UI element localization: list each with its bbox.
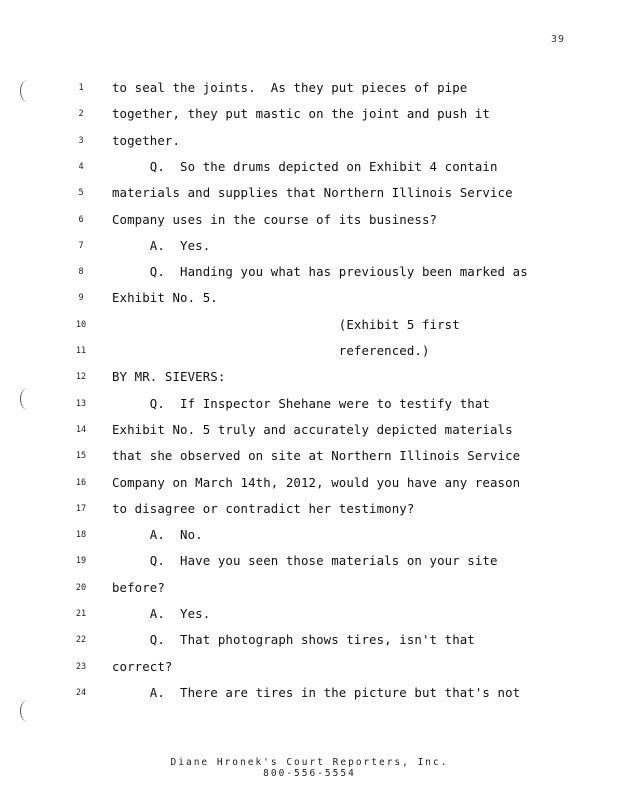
transcript-line [0, 447, 619, 465]
transcript-line [0, 421, 619, 439]
line-text: BY MR. SIEVERS: [112, 369, 226, 385]
line-number: 10 [75, 319, 87, 330]
line-number: 5 [78, 188, 84, 199]
line-text: together. [112, 132, 181, 148]
line-number: 24 [75, 687, 87, 698]
transcript-line [0, 158, 619, 176]
transcript-line [0, 316, 619, 334]
line-text: A. No. [112, 527, 203, 543]
line-text: Q. Have you seen those materials on your site [112, 553, 498, 569]
line-text: to seal the joints. As they put pieces of pipe [112, 80, 468, 95]
transcript-line [0, 368, 619, 386]
line-number: 23 [75, 661, 87, 672]
line-text: Q. That photograph shows tires, isn't that [112, 632, 475, 648]
line-text: Company uses in the course of its business? [112, 211, 438, 227]
line-text: Q. Handing you what has previously been marked as [112, 264, 528, 280]
transcript-line [0, 79, 619, 97]
transcript-line [0, 500, 619, 518]
transcript-line [0, 289, 619, 307]
line-text: correct? [112, 658, 173, 674]
line-text: together, they put mastic on the joint and push it [112, 106, 490, 122]
transcript-line [0, 658, 619, 676]
transcript-line [0, 526, 619, 544]
transcript-line [0, 211, 619, 229]
transcript-line [0, 184, 619, 202]
line-number: 18 [75, 530, 87, 541]
line-number: 2 [78, 109, 84, 120]
footer-company: Diane Hronek's Court Reporters, Inc. [170, 757, 449, 768]
line-text: A. Yes. [112, 606, 211, 621]
line-number: 6 [78, 214, 84, 225]
transcript-line [0, 631, 619, 649]
binder-hole-bottom [20, 700, 35, 722]
footer-phone: 800-556-5554 [263, 768, 356, 779]
transcript-line [0, 579, 619, 597]
line-text: Exhibit No. 5. [112, 290, 218, 306]
transcript-line [0, 342, 619, 360]
line-text: A. There are tires in the picture but that's not [112, 684, 521, 700]
line-text: A. Yes. [112, 237, 211, 253]
line-text: (Exhibit 5 first [112, 316, 460, 332]
line-number: 21 [75, 609, 87, 619]
line-text: Exhibit No. 5 truly and accurately depicted materials [112, 421, 513, 437]
transcript-line [0, 132, 619, 150]
line-number: 15 [75, 451, 87, 462]
line-text: before? [112, 579, 165, 595]
transcript-line [0, 237, 619, 255]
line-number: 8 [78, 267, 84, 278]
line-number: 12 [75, 372, 87, 383]
transcript-line [0, 684, 619, 702]
line-number: 14 [75, 424, 87, 435]
line-text: Q. If Inspector Shehane were to testify that [112, 395, 490, 411]
line-number: 1 [78, 83, 84, 93]
line-number: 9 [78, 293, 84, 304]
transcript-line [0, 395, 619, 413]
line-number: 20 [75, 582, 87, 593]
line-number: 16 [75, 477, 87, 488]
line-number: 3 [78, 135, 84, 146]
line-text: Company on March 14th, 2012, would you have any reason [112, 474, 521, 490]
transcript-line [0, 552, 619, 570]
line-number: 4 [78, 161, 84, 172]
line-number: 13 [75, 398, 87, 409]
line-text: materials and supplies that Northern Illinois Service [112, 185, 513, 201]
line-text: to disagree or contradict her testimony? [112, 500, 415, 516]
line-text: Q. So the drums depicted on Exhibit 4 contain [112, 158, 498, 174]
page-number: 39 [551, 34, 566, 45]
transcript-line [0, 474, 619, 492]
line-text: referenced.) [112, 343, 430, 358]
line-number: 7 [78, 240, 84, 251]
transcript-line [0, 263, 619, 281]
line-number: 22 [75, 635, 87, 646]
transcript-line [0, 605, 619, 623]
line-number: 11 [75, 346, 87, 356]
line-number: 19 [75, 556, 87, 567]
line-text: that she observed on site at Northern Illinois Service [112, 448, 521, 464]
transcript-line [0, 105, 619, 123]
line-number: 17 [75, 503, 87, 514]
